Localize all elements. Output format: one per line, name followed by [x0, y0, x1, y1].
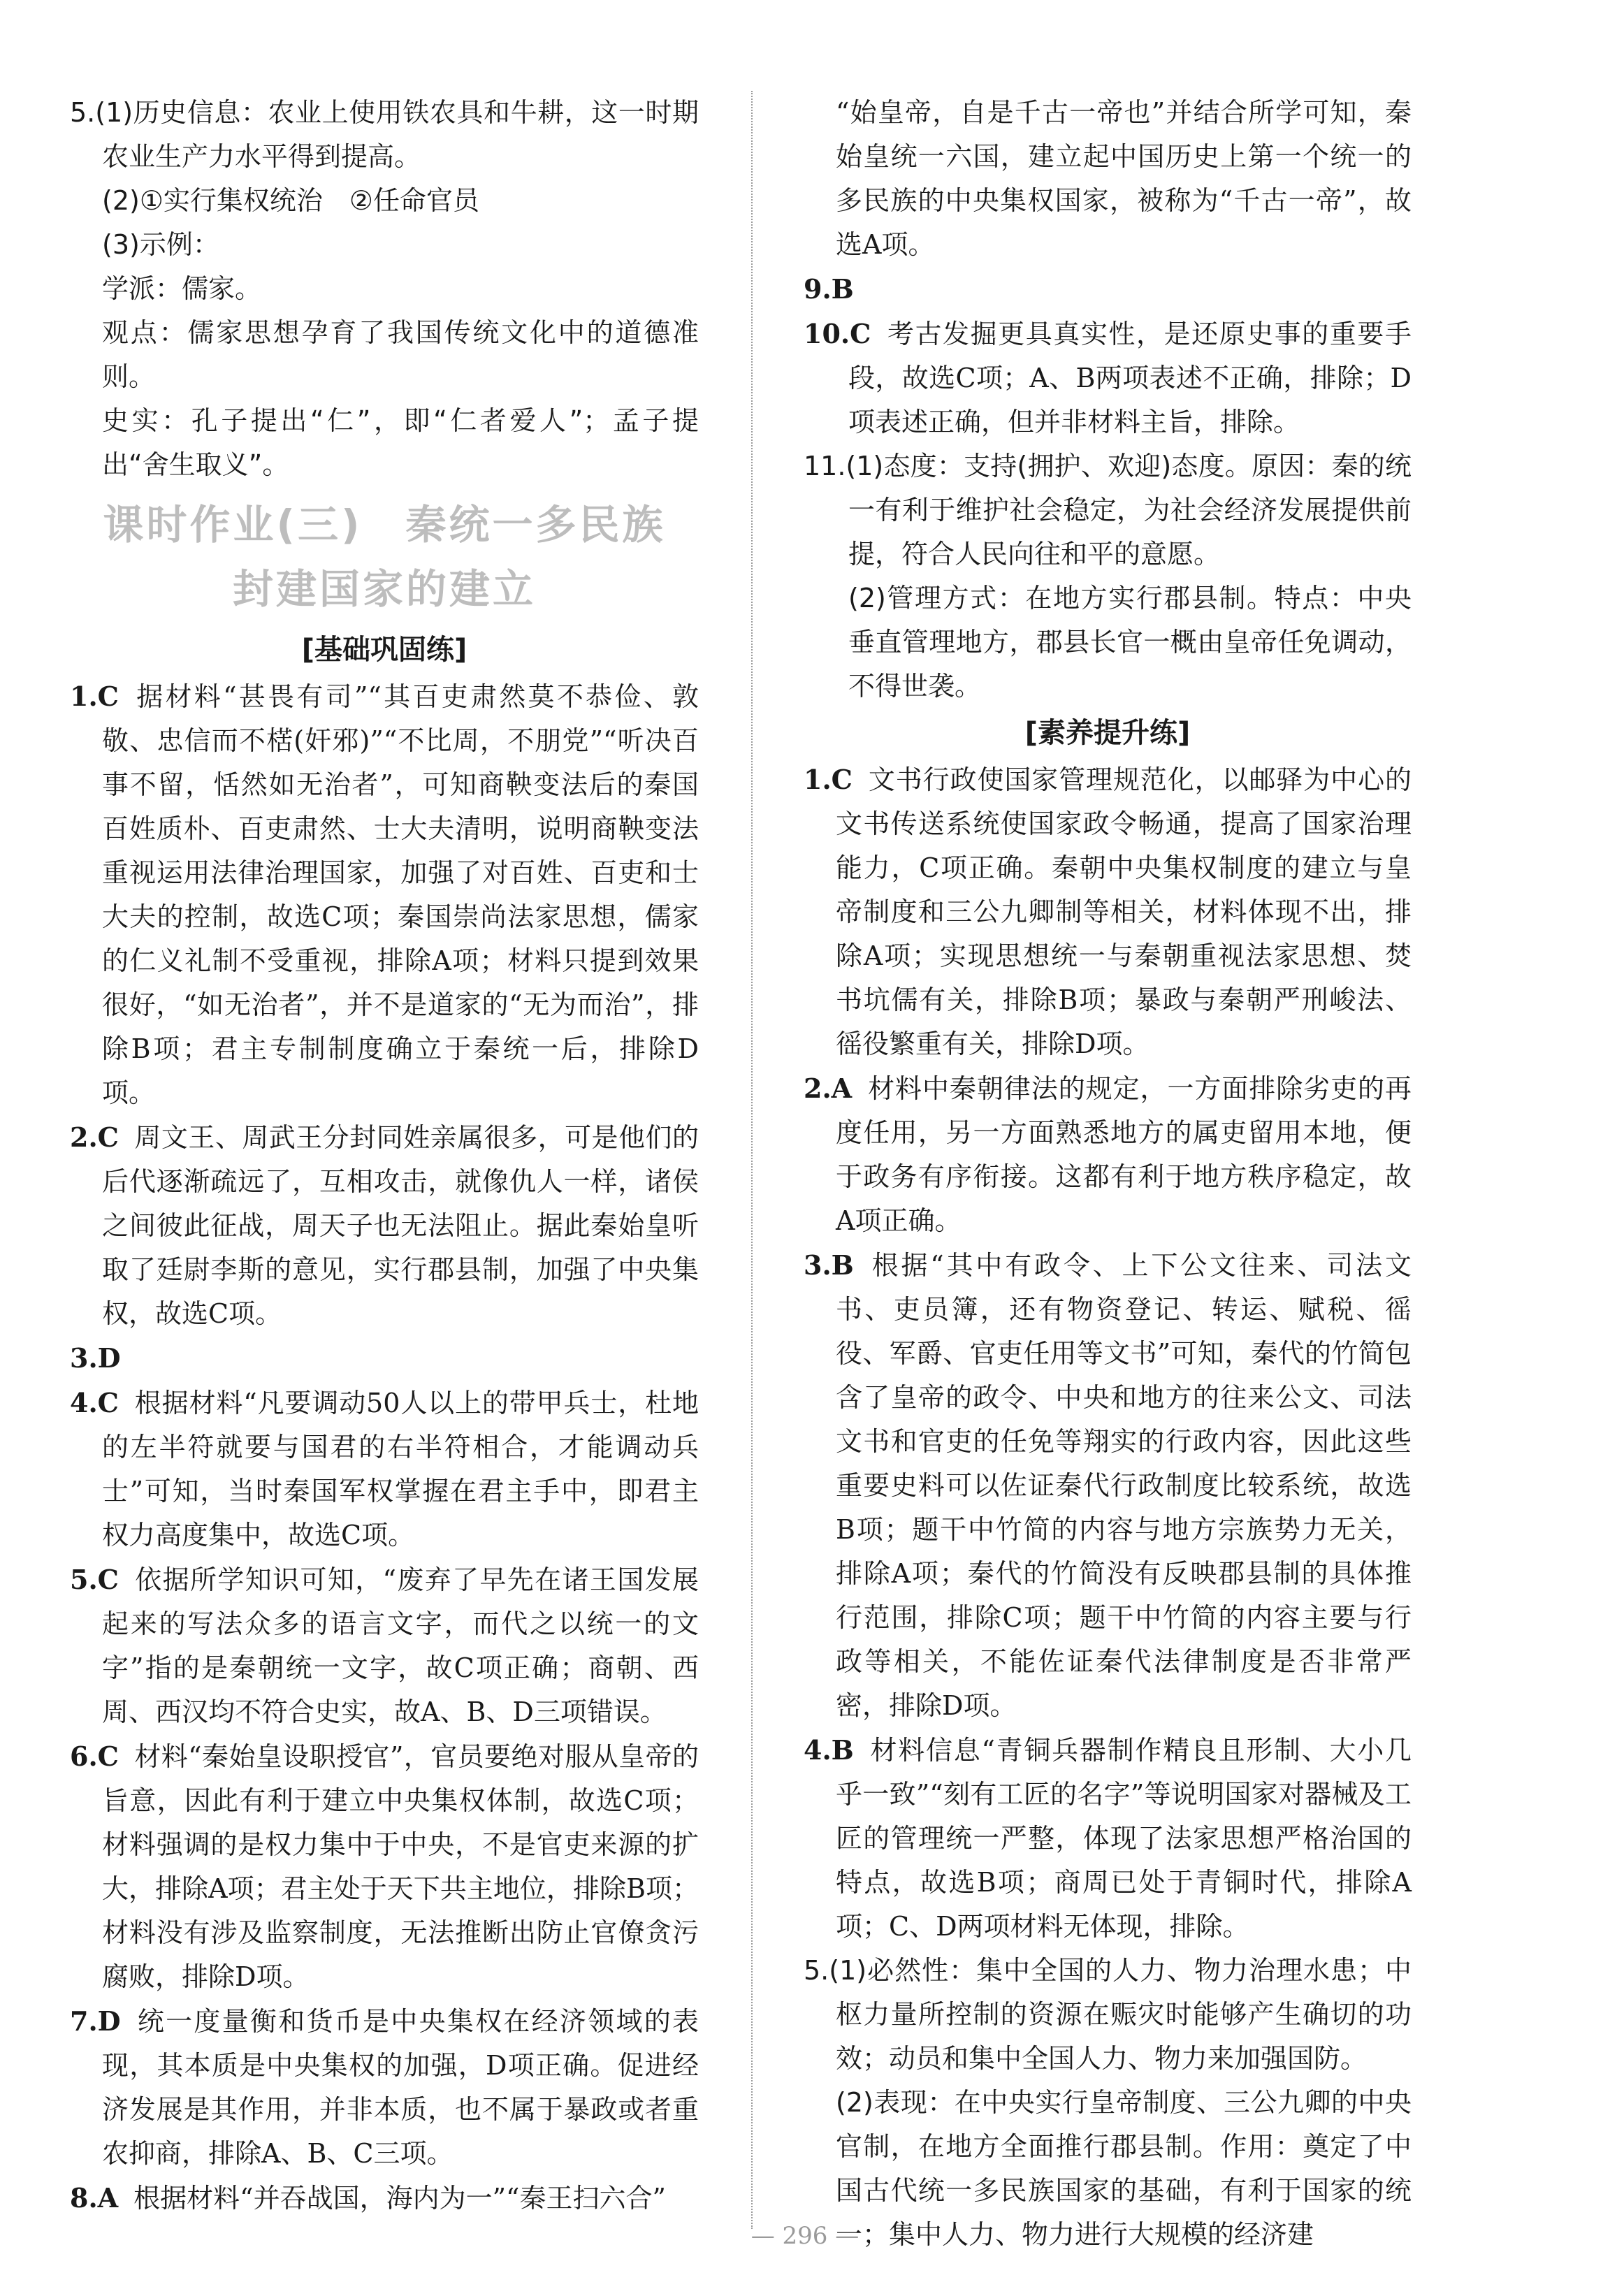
- basic-q5: 5.C 依据所学知识可知，“废弃了早先在诸王国发展起来的写法众多的语言文字，而代之以统一的文字”指的是秦朝统一文字，故C项正确；商朝、西周、西汉均不符合史实，故A、B、D三项错误。: [70, 1564, 699, 1727]
- section-basic: [基础巩固练]: [301, 634, 467, 666]
- lesson-title: [70, 493, 699, 621]
- basic-q8-continued: “始皇帝，自是千古一帝也”并结合所学可知，秦始皇统一六国，建立起中国历史上第一个统一的多民族的中央集权国家，被称为“千古一帝”，故选A项。: [836, 97, 1412, 260]
- section-advanced: [素养提升练]: [1024, 717, 1191, 749]
- basic-q11-part2: (2)管理方式：在地方实行郡县制。特点：中央垂直管理地方，郡县长官一概由皇帝任免调动，不得世袭。: [848, 583, 1412, 702]
- right-column: [804, 91, 1412, 2257]
- basic-q8: 8.A 根据材料“并吞战国，海内为一”“秦王扫六合”: [70, 2182, 666, 2214]
- q5-prev-part3: (3)示例：: [102, 229, 219, 260]
- adv-q5-part1: 5.(1)必然性：集中全国的人力、物力治理水患；中枢力量所控制的资源在赈灾时能够产生确切的功效；动员和集中全国人力、物力来加强国防。: [804, 1955, 1412, 2074]
- basic-q7: 7.D 统一度量衡和货币是中央集权在经济领域的表现，其本质是中央集权的加强，D项正确。促进经济发展是其作用，并非本质，也不属于暴政或者重农抑商，排除A、B、C三项。: [70, 2005, 699, 2169]
- column-divider: [751, 91, 753, 2229]
- basic-q1: 1.C 据材料“甚畏有司”“其百吏肃然莫不恭俭、敦敬、忠信而不楛(奸邪)”“不比周，不朋党”“听决百事不留，恬然如无治者”，可知商鞅变法后的秦国百姓质朴、百吏肃然、士大夫清明，说明商鞅变法重视运用法律治理国家，加强了对百姓、百吏和士大夫的控制，故选C项；秦国崇尚法家思想，儒家的仁义礼制不受重视，排除A项；材料只提到效果很好，“如无治者”，并不是道家的“无为而治”，排除B项；君主专制制度确立于秦统一后，排除D项。: [70, 681, 699, 1108]
- page-number: — 296 —: [750, 2222, 860, 2250]
- adv-q4: 4.B 材料信息“青铜兵器制作精良且形制、大小几乎一致”“刻有工匠的名字”等说明国家对器械及工匠的管理统一严整，体现了法家思想严格治国的特点，故选B项；商周已处于青铜时代，排除A项；C、D两项材料无体现，排除。: [804, 1734, 1412, 1942]
- adv-q2: 2.A 材料中秦朝律法的规定，一方面排除劣吏的再度任用，另一方面熟悉地方的属吏留用本地，便于政务有序衔接。这都有利于地方秩序稳定，故A项正确。: [804, 1073, 1412, 1236]
- basic-q11-part1: 11.(1)态度：支持(拥护、欢迎)态度。原因：秦的统一有利于维护社会稳定，为社会经济发展提供前提，符合人民向往和平的意愿。: [804, 451, 1412, 569]
- q5-prev-viewpoint: 观点：儒家思想孕育了我国传统文化中的道德准则。: [102, 317, 699, 392]
- adv-q1: 1.C 文书行政使国家管理规范化，以邮驿为中心的文书传送系统使国家政令畅通，提高了国家治理能力，C项正确。秦朝中央集权制度的建立与皇帝制度和三公九卿制等相关，材料体现不出，排除A项；实现思想统一与秦朝重视法家思想、焚书坑儒有关，排除B项；暴政与秦朝严刑峻法、徭役繁重有关，排除D项。: [804, 764, 1412, 1059]
- q5-prev-part2: (2)①实行集权统治 ②任命官员: [102, 185, 479, 216]
- basic-q4: 4.C 根据材料“凡要调动50人以上的带甲兵士，杜地的左半符就要与国君的右半符相合，才能调动兵士”可知，当时秦国军权掌握在君主手中，即君主权力高度集中，故选C项。: [70, 1387, 699, 1550]
- basic-q10: 10.C 考古发掘更具真实性，是还原史事的重要手段，故选C项；A、B两项表述不正确，排除；D项表述正确，但并非材料主旨，排除。: [804, 318, 1412, 437]
- adv-q5-part2: (2)表现：在中央实行皇帝制度、三公九卿的中央官制，在地方全面推行郡县制。作用：奠定了中国古代统一多民族国家的基础，有利于国家的统一；集中人力、物力进行大规模的经济建: [836, 2087, 1412, 2250]
- q5-prev-school: 学派：儒家。: [102, 273, 262, 304]
- lesson-title-line1: 课时作业(三) 秦统一多民族: [103, 501, 666, 548]
- q5-prev-history-info: 5.(1)历史信息：农业上使用铁农具和牛耕，这一时期农业生产力水平得到提高。: [70, 97, 699, 172]
- basic-q2: 2.C 周文王、周武王分封同姓亲属很多，可是他们的后代逐渐疏远了，互相攻击，就像仇人一样，诸侯之间彼此征战，周天子也无法阻止。据此秦始皇听取了廷尉李斯的意见，实行郡县制，加强了中央集权，故选C项。: [70, 1121, 699, 1329]
- lesson-title-line2: 封建国家的建立: [232, 565, 536, 613]
- basic-q6: 6.C 材料“秦始皇设职授官”，官员要绝对服从皇帝的旨意，因此有利于建立中央集权体制，故选C项；材料强调的是权力集中于中央，不是官吏来源的扩大，排除A项；君主处于天下共主地位，排除B项；材料没有涉及监察制度，无法推断出防止官僚贪污腐败，排除D项。: [70, 1741, 699, 1992]
- q5-prev-facts: 史实：孔子提出“仁”，即“仁者爱人”；孟子提出“舍生取义”。: [102, 405, 699, 480]
- adv-q3: 3.B 根据“其中有政令、上下公文往来、司法文书、吏员簿，还有物资登记、转运、赋税、徭役、军爵、官吏任用等文书”可知，秦代的竹简包含了皇帝的政令、中央和地方的往来公文、司法文书和官吏的任免等翔实的行政内容，因此这些重要史料可以佐证秦代行政制度比较系统，故选B项；题干中竹简的内容与地方宗族势力无关，排除A项；秦代的竹简没有反映郡县制的具体推行范围，排除C项；题干中竹简的内容主要与行政等相关，不能佐证秦代法律制度是否非常严密，排除D项。: [804, 1249, 1412, 1721]
- basic-q9: 9.B: [804, 273, 854, 305]
- basic-q3: 3.D: [70, 1342, 121, 1374]
- left-column: [70, 91, 699, 2221]
